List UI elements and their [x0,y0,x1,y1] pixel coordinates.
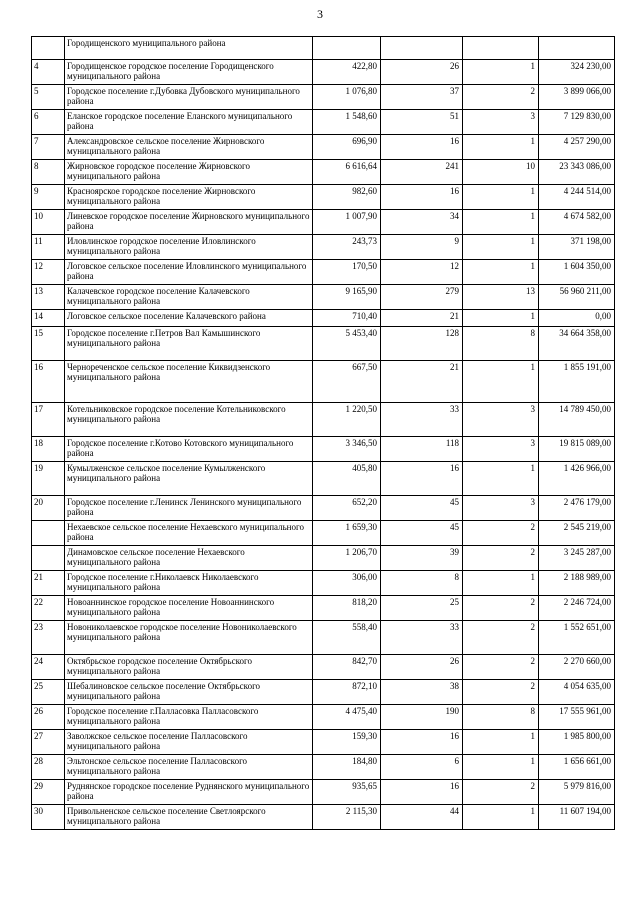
settlement-name: Руднянское городское поселение Руднянского муниципального района [65,780,313,805]
houses-count [463,37,539,60]
row-number: 9 [32,185,65,210]
row-number: 24 [32,655,65,680]
table-row [32,805,615,830]
table-row [32,210,615,235]
row-number: 25 [32,680,65,705]
area-value: 5 453,40 [313,327,381,361]
sum-value: 17 555 961,00 [539,705,615,730]
people-count: 6 [381,755,463,780]
table-row [32,185,615,210]
area-value: 667,50 [313,361,381,403]
houses-count: 1 [463,260,539,285]
table-row [32,85,615,110]
people-count: 26 [381,60,463,85]
settlement-name: Городское поселение г.Котово Котовского муниципального района [65,437,313,462]
settlement-name: Нехаевское сельское поселение Нехаевского муниципального района [65,521,313,546]
people-count: 21 [381,361,463,403]
houses-count: 1 [463,571,539,596]
row-number: 16 [32,361,65,403]
settlement-name: Городское поселение г.Дубовка Дубовского муниципального района [65,85,313,110]
row-number: 18 [32,437,65,462]
area-value: 818,20 [313,596,381,621]
people-count: 16 [381,135,463,160]
sum-value: 2 188 989,00 [539,571,615,596]
people-count: 25 [381,596,463,621]
sum-value: 0,00 [539,310,615,327]
people-count: 16 [381,462,463,496]
people-count: 16 [381,780,463,805]
sum-value: 4 257 290,00 [539,135,615,160]
people-count: 44 [381,805,463,830]
table-row [32,755,615,780]
settlement-name: Привольненское сельское поселение Светлоярского муниципального района [65,805,313,830]
row-number: 14 [32,310,65,327]
row-number: 6 [32,110,65,135]
sum-value: 4 244 514,00 [539,185,615,210]
area-value: 1 659,30 [313,521,381,546]
settlement-name: Городское поселение г.Палласовка Палласовского муниципального района [65,705,313,730]
table-row [32,596,615,621]
settlement-name: Городское поселение г.Петров Вал Камышинского муниципального района [65,327,313,361]
area-value: 2 115,30 [313,805,381,830]
table-row [32,135,615,160]
row-number: 28 [32,755,65,780]
row-number: 30 [32,805,65,830]
people-count: 128 [381,327,463,361]
houses-count: 3 [463,110,539,135]
houses-count: 3 [463,496,539,521]
table-row [32,60,615,85]
table-row [32,437,615,462]
houses-count: 2 [463,780,539,805]
people-count: 16 [381,730,463,755]
houses-count: 3 [463,437,539,462]
sum-value: 1 552 651,00 [539,621,615,655]
settlement-name: Чернореченское сельское поселение Киквидзенского муниципального района [65,361,313,403]
sum-value: 324 230,00 [539,60,615,85]
area-value: 1 076,80 [313,85,381,110]
row-number: 26 [32,705,65,730]
sum-value: 3 899 066,00 [539,85,615,110]
row-number: 17 [32,403,65,437]
table-body [32,37,615,830]
area-value: 842,70 [313,655,381,680]
area-value: 710,40 [313,310,381,327]
people-count: 33 [381,403,463,437]
people-count: 51 [381,110,463,135]
houses-count: 2 [463,85,539,110]
row-number: 21 [32,571,65,596]
people-count: 8 [381,571,463,596]
area-value: 184,80 [313,755,381,780]
sum-value: 2 246 724,00 [539,596,615,621]
area-value: 170,50 [313,260,381,285]
area-value: 652,20 [313,496,381,521]
sum-value: 5 979 816,00 [539,780,615,805]
table-row [32,110,615,135]
sum-value: 19 815 089,00 [539,437,615,462]
sum-value: 2 545 219,00 [539,521,615,546]
people-count: 38 [381,680,463,705]
row-number: 22 [32,596,65,621]
row-number: 29 [32,780,65,805]
settlement-name: Кумылженское сельское поселение Кумылженского муниципального района [65,462,313,496]
page-number: 3 [317,7,323,21]
settlement-name: Заволжское сельское поселение Палласовского муниципального района [65,730,313,755]
area-value: 422,80 [313,60,381,85]
houses-count: 13 [463,285,539,310]
houses-count: 1 [463,805,539,830]
sum-value: 2 270 660,00 [539,655,615,680]
settlement-name: Городищенское городское поселение Городищенского муниципального района [65,60,313,85]
settlement-name: Еланское городское поселение Еланского муниципального района [65,110,313,135]
row-number: 19 [32,462,65,496]
row-number: 13 [32,285,65,310]
area-value [313,37,381,60]
houses-count: 1 [463,235,539,260]
settlement-name: Александровское сельское поселение Жирновского муниципального района [65,135,313,160]
table-row [32,680,615,705]
settlement-name: Жирновское городское поселение Жирновского муниципального района [65,160,313,185]
houses-count: 2 [463,621,539,655]
houses-count: 1 [463,185,539,210]
table-row [32,403,615,437]
houses-count: 1 [463,755,539,780]
area-value: 982,60 [313,185,381,210]
people-count: 12 [381,260,463,285]
houses-count: 1 [463,462,539,496]
sum-value [539,37,615,60]
settlement-name: Городское поселение г.Ленинск Ленинского муниципального района [65,496,313,521]
table-row [32,655,615,680]
sum-value: 4 674 582,00 [539,210,615,235]
people-count: 9 [381,235,463,260]
area-value: 243,73 [313,235,381,260]
area-value: 1 007,90 [313,210,381,235]
settlement-name: Линевское городское поселение Жирновского муниципального района [65,210,313,235]
houses-count: 10 [463,160,539,185]
sum-value: 3 245 287,00 [539,546,615,571]
table-row [32,235,615,260]
area-value: 159,30 [313,730,381,755]
settlement-name: Эльтонское сельское поселение Палласовского муниципального района [65,755,313,780]
houses-count: 2 [463,521,539,546]
people-count: 33 [381,621,463,655]
sum-value: 7 129 830,00 [539,110,615,135]
settlement-name: Динамовское сельское поселение Нехаевского муниципального района [65,546,313,571]
settlement-name: Котельниковское городское поселение Котельниковского муниципального района [65,403,313,437]
houses-count: 1 [463,135,539,160]
houses-count: 1 [463,310,539,327]
houses-count: 2 [463,680,539,705]
sum-value: 371 198,00 [539,235,615,260]
sum-value: 2 476 179,00 [539,496,615,521]
settlements-table [31,36,615,830]
people-count: 45 [381,521,463,546]
table-row [32,705,615,730]
houses-count: 8 [463,705,539,730]
area-value: 696,90 [313,135,381,160]
table-row [32,730,615,755]
row-number: 15 [32,327,65,361]
area-value: 4 475,40 [313,705,381,730]
area-value: 1 548,60 [313,110,381,135]
row-number: 5 [32,85,65,110]
settlement-name: Городищенского муниципального района [65,37,313,60]
table-row [32,546,615,571]
sum-value: 1 604 350,00 [539,260,615,285]
area-value: 1 220,50 [313,403,381,437]
area-value: 558,40 [313,621,381,655]
table-row [32,462,615,496]
houses-count: 2 [463,546,539,571]
houses-count: 1 [463,210,539,235]
settlement-name: Логовское сельское поселение Иловлинского муниципального района [65,260,313,285]
row-number [32,521,65,546]
row-number [32,546,65,571]
people-count: 26 [381,655,463,680]
row-number: 4 [32,60,65,85]
table-row [32,780,615,805]
sum-value: 11 607 194,00 [539,805,615,830]
area-value: 6 616,64 [313,160,381,185]
sum-value: 4 054 635,00 [539,680,615,705]
people-count: 39 [381,546,463,571]
area-value: 3 346,50 [313,437,381,462]
table-row [32,621,615,655]
houses-count: 1 [463,730,539,755]
table-row [32,496,615,521]
settlement-name: Логовское сельское поселение Калачевского района [65,310,313,327]
sum-value: 14 789 450,00 [539,403,615,437]
table-row [32,37,615,60]
settlement-name: Калачевское городское поселение Калачевского муниципального района [65,285,313,310]
people-count: 241 [381,160,463,185]
settlement-name: Октябрьское городское поселение Октябрьского муниципального района [65,655,313,680]
row-number: 10 [32,210,65,235]
area-value: 1 206,70 [313,546,381,571]
table-row [32,327,615,361]
table-row [32,310,615,327]
settlement-name: Красноярское городское поселение Жирновского муниципального района [65,185,313,210]
houses-count: 2 [463,655,539,680]
houses-count: 3 [463,403,539,437]
table-row [32,571,615,596]
sum-value: 1 985 800,00 [539,730,615,755]
houses-count: 2 [463,596,539,621]
settlement-name: Иловлинское городское поселение Иловлинского муниципального района [65,235,313,260]
people-count: 16 [381,185,463,210]
sum-value: 23 343 086,00 [539,160,615,185]
settlement-name: Новониколаевское городское поселение Новониколаевского муниципального района [65,621,313,655]
table-row [32,160,615,185]
people-count: 45 [381,496,463,521]
row-number: 8 [32,160,65,185]
table-row [32,521,615,546]
settlement-name: Шебалиновское сельское поселение Октябрьского муниципального района [65,680,313,705]
area-value: 306,00 [313,571,381,596]
sum-value: 1 855 191,00 [539,361,615,403]
sum-value: 1 656 661,00 [539,755,615,780]
area-value: 935,65 [313,780,381,805]
sum-value: 56 960 211,00 [539,285,615,310]
row-number: 7 [32,135,65,160]
area-value: 9 165,90 [313,285,381,310]
table-row [32,260,615,285]
sum-value: 1 426 966,00 [539,462,615,496]
settlement-name: Новоаннинское городское поселение Новоаннинского муниципального района [65,596,313,621]
people-count: 118 [381,437,463,462]
row-number [32,37,65,60]
table-row [32,285,615,310]
table-row [32,361,615,403]
area-value: 872,10 [313,680,381,705]
area-value: 405,80 [313,462,381,496]
row-number: 23 [32,621,65,655]
sum-value: 34 664 358,00 [539,327,615,361]
row-number: 27 [32,730,65,755]
row-number: 11 [32,235,65,260]
houses-count: 1 [463,361,539,403]
houses-count: 1 [463,60,539,85]
houses-count: 8 [463,327,539,361]
people-count: 37 [381,85,463,110]
people-count: 34 [381,210,463,235]
people-count: 190 [381,705,463,730]
row-number: 12 [32,260,65,285]
people-count [381,37,463,60]
row-number: 20 [32,496,65,521]
settlement-name: Городское поселение г.Николаевск Николаевского муниципального района [65,571,313,596]
people-count: 21 [381,310,463,327]
people-count: 279 [381,285,463,310]
